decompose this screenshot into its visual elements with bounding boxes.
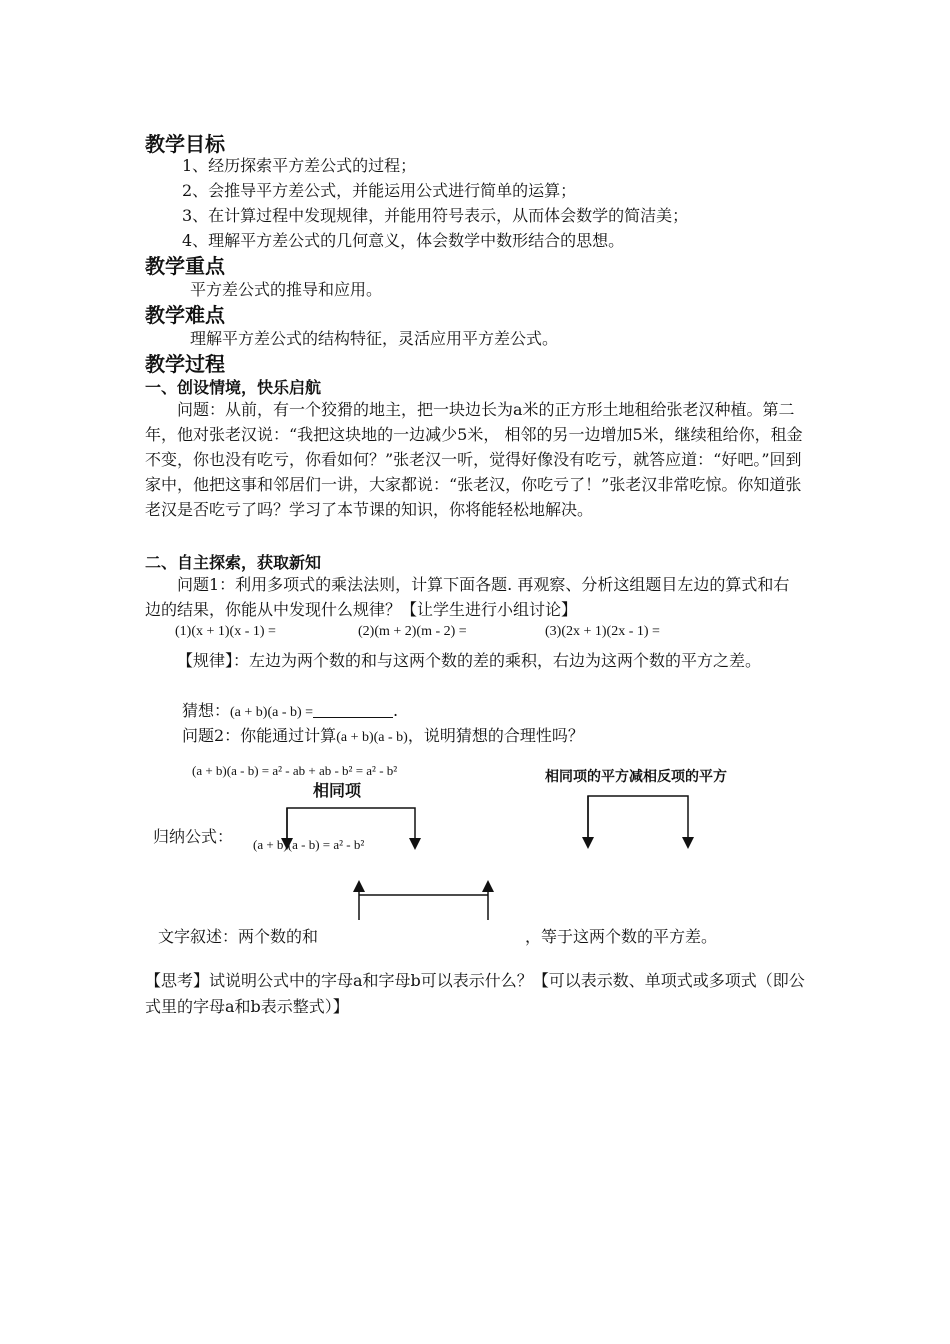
guess-end: . xyxy=(393,701,399,720)
text-statement-prefix: 文字叙述：两个数的和 xyxy=(158,927,319,946)
diagram-note: 相同项的平方减相反项的平方 xyxy=(545,769,727,785)
objectives-heading: 教学目标 xyxy=(145,132,225,156)
section1-title: 一、创设情境，快乐启航 xyxy=(145,378,322,397)
text-statement-suffix: ，等于这两个数的平方差。 xyxy=(525,927,718,946)
same-term-bracket xyxy=(287,808,415,844)
q2-suffix: ，说明猜想的合理性吗？ xyxy=(407,726,584,745)
objective-item: 2、会推导平方差公式，并能运用公式进行简单的运算； xyxy=(182,181,577,200)
think-paragraph: 【思考】试说明公式中的字母a和字母b可以表示什么？【可以表示数、单项式或多项式（即公式里的字母a和b表示整式）】 xyxy=(145,971,805,1016)
induce-label: 归纳公式： xyxy=(153,827,234,846)
objective-item: 1、经历探索平方差公式的过程； xyxy=(182,156,417,175)
guess-label: 猜想： xyxy=(182,701,231,720)
section1-paragraph: 问题：从前，有一个狡猾的地主，把一块边长为a米的正方形土地租给张老汉种植。第二年，他对张老汉说：“我把这块地的一边减少5米， 相邻的另一边增加5米，继续租给你，租金不变，你也没有吃亏，你看如何？”张老汉一听，觉得好像没有吃亏，就答应道：“好吧。”回到家中，他把这事和邻居们一讲，大家都说：“张老汉，你吃亏了！”张老汉非常吃惊。你知道张老汉是否吃亏了吗？学习了本节课的知识，你将能轻松地解决。 xyxy=(145,400,803,519)
derivation-formula: (a + b)(a - b) = a² - ab + ab - b² = a² - b² xyxy=(192,763,398,778)
process-heading: 教学过程 xyxy=(145,352,225,376)
difficulties-heading: 教学难点 xyxy=(145,303,225,327)
exercise-3: (3)(2x + 1)(2x - 1) = xyxy=(545,624,660,639)
objective-item: 3、在计算过程中发现规律，并能用符号表示，从而体会数学的简洁美； xyxy=(182,206,689,225)
key-points-heading: 教学重点 xyxy=(145,254,225,278)
question1-paragraph: 问题1：利用多项式的乘法法则，计算下面各题. 再观察、分析这组题目左边的算式和右边的结果，你能从中发现什么规律？【让学生进行小组讨论】 xyxy=(145,575,790,619)
rule-paragraph: 【规律】：左边为两个数的和与这两个数的差的乘积，右边为这两个数的平方之差。 xyxy=(177,651,762,670)
note-bracket xyxy=(588,796,688,843)
objective-item: 4、理解平方差公式的几何意义，体会数学中数形结合的思想。 xyxy=(182,231,625,250)
same-term-label: 相同项 xyxy=(313,781,362,800)
induce-formula: (a + b)(a - b) = a² - b² xyxy=(253,837,365,852)
q2-formula: (a + b)(a - b) xyxy=(336,730,408,745)
q2-prefix: 问题2：你能通过计算 xyxy=(182,726,337,745)
exercise-2: (2)(m + 2)(m - 2) = xyxy=(358,624,467,639)
section2-title: 二、自主探索，获取新知 xyxy=(145,553,322,572)
opposite-term-bracket xyxy=(359,886,488,920)
exercise-1: (1)(x + 1)(x - 1) = xyxy=(175,624,276,639)
difficulties-text: 理解平方差公式的结构特征，灵活应用平方差公式。 xyxy=(190,329,559,348)
key-points-text: 平方差公式的推导和应用。 xyxy=(190,280,383,299)
guess-formula: (a + b)(a - b) = xyxy=(230,705,314,720)
